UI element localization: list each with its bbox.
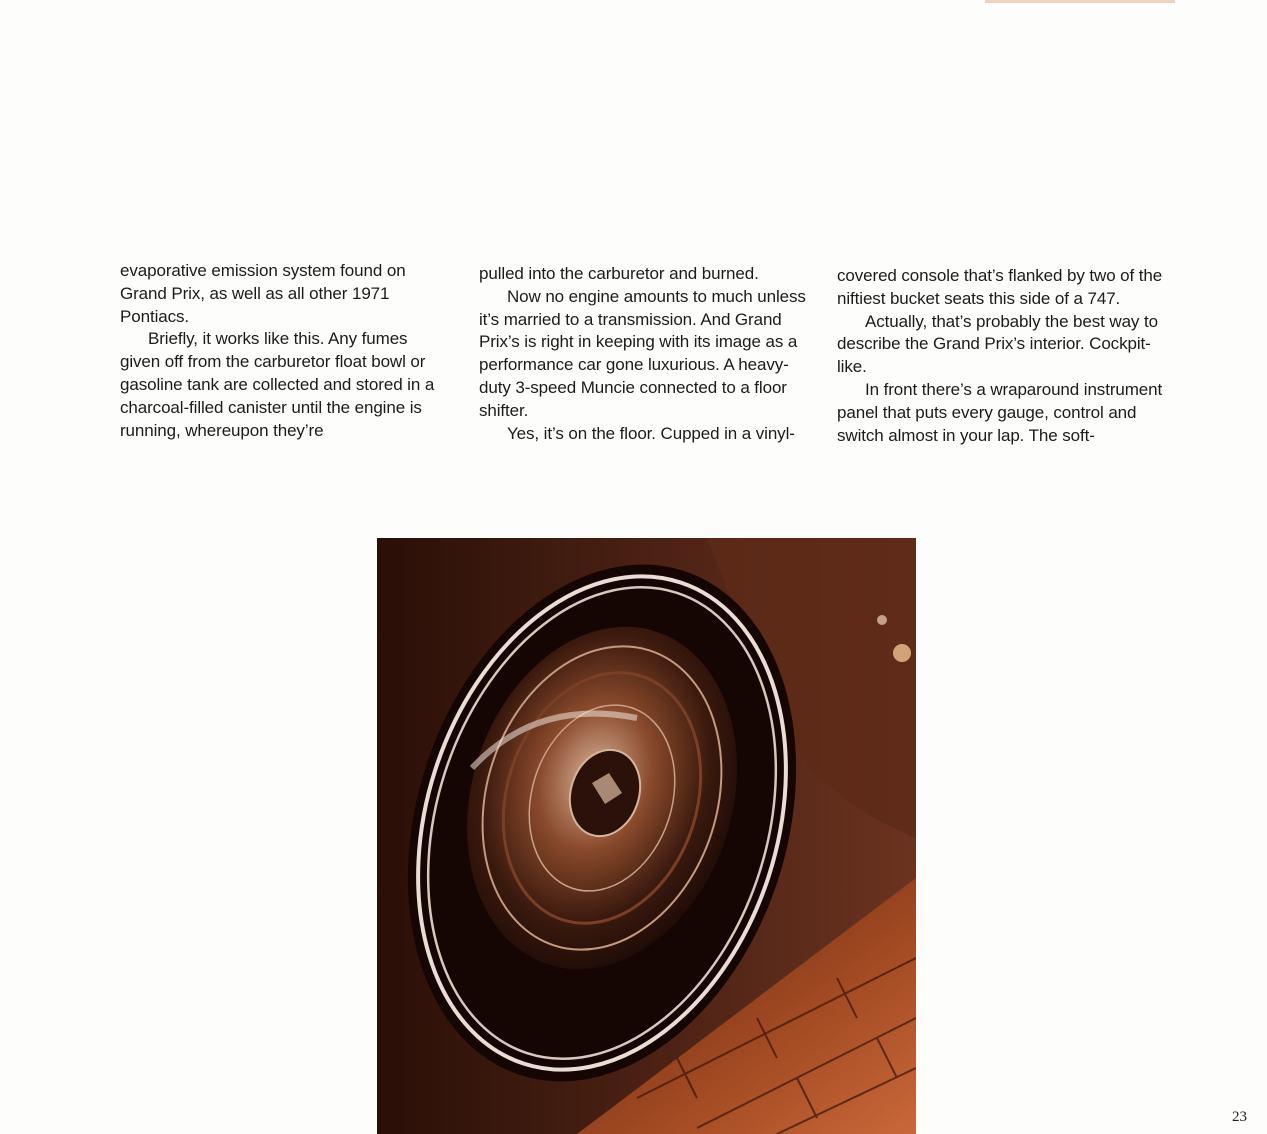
column-2-paragraph-1: pulled into the carburetor and burned. — [479, 264, 759, 283]
column-1-paragraph-1: evaporative emission system found on Grand Prix, as well as all other 1971 Pontiacs. — [120, 261, 406, 326]
column-3-paragraph-2: Actually, that’s probably the best way to describe the Grand Prix’s interior. Cockpit-like. — [837, 311, 1158, 377]
wheel-photo — [377, 538, 916, 1134]
column-3-paragraph-1: covered console that’s flanked by two of the niftiest bucket seats this side of a 747. — [837, 266, 1163, 308]
wheel-illustration — [377, 538, 916, 1134]
column-3-paragraph-3: In front there’s a wraparound instrument panel that puts every gauge, control and switch almost in your lap. The soft- — [837, 379, 1163, 445]
text-column-1 — [120, 260, 450, 442]
page-number: 23 — [1232, 1109, 1247, 1125]
column-2-paragraph-3: Yes, it’s on the floor. Cupped in a vinyl- — [507, 423, 795, 443]
column-2-paragraph-2: Now no engine amounts to much unless it’s married to a transmission. And Grand Prix’s is right in keeping with its image as a performance car gone luxurious. A heavy-duty 3-speed Muncie connected to a floor shifter. — [479, 286, 806, 420]
top-accent-bar — [985, 0, 1175, 3]
text-column-2 — [479, 263, 814, 445]
column-1-paragraph-2: Briefly, it works like this. Any fumes given off from the carburetor float bowl or gasoline tank are collected and stored in a charcoal-filled canister until the engine is running, whereupon they’re — [120, 329, 435, 440]
text-column-3 — [837, 265, 1177, 447]
